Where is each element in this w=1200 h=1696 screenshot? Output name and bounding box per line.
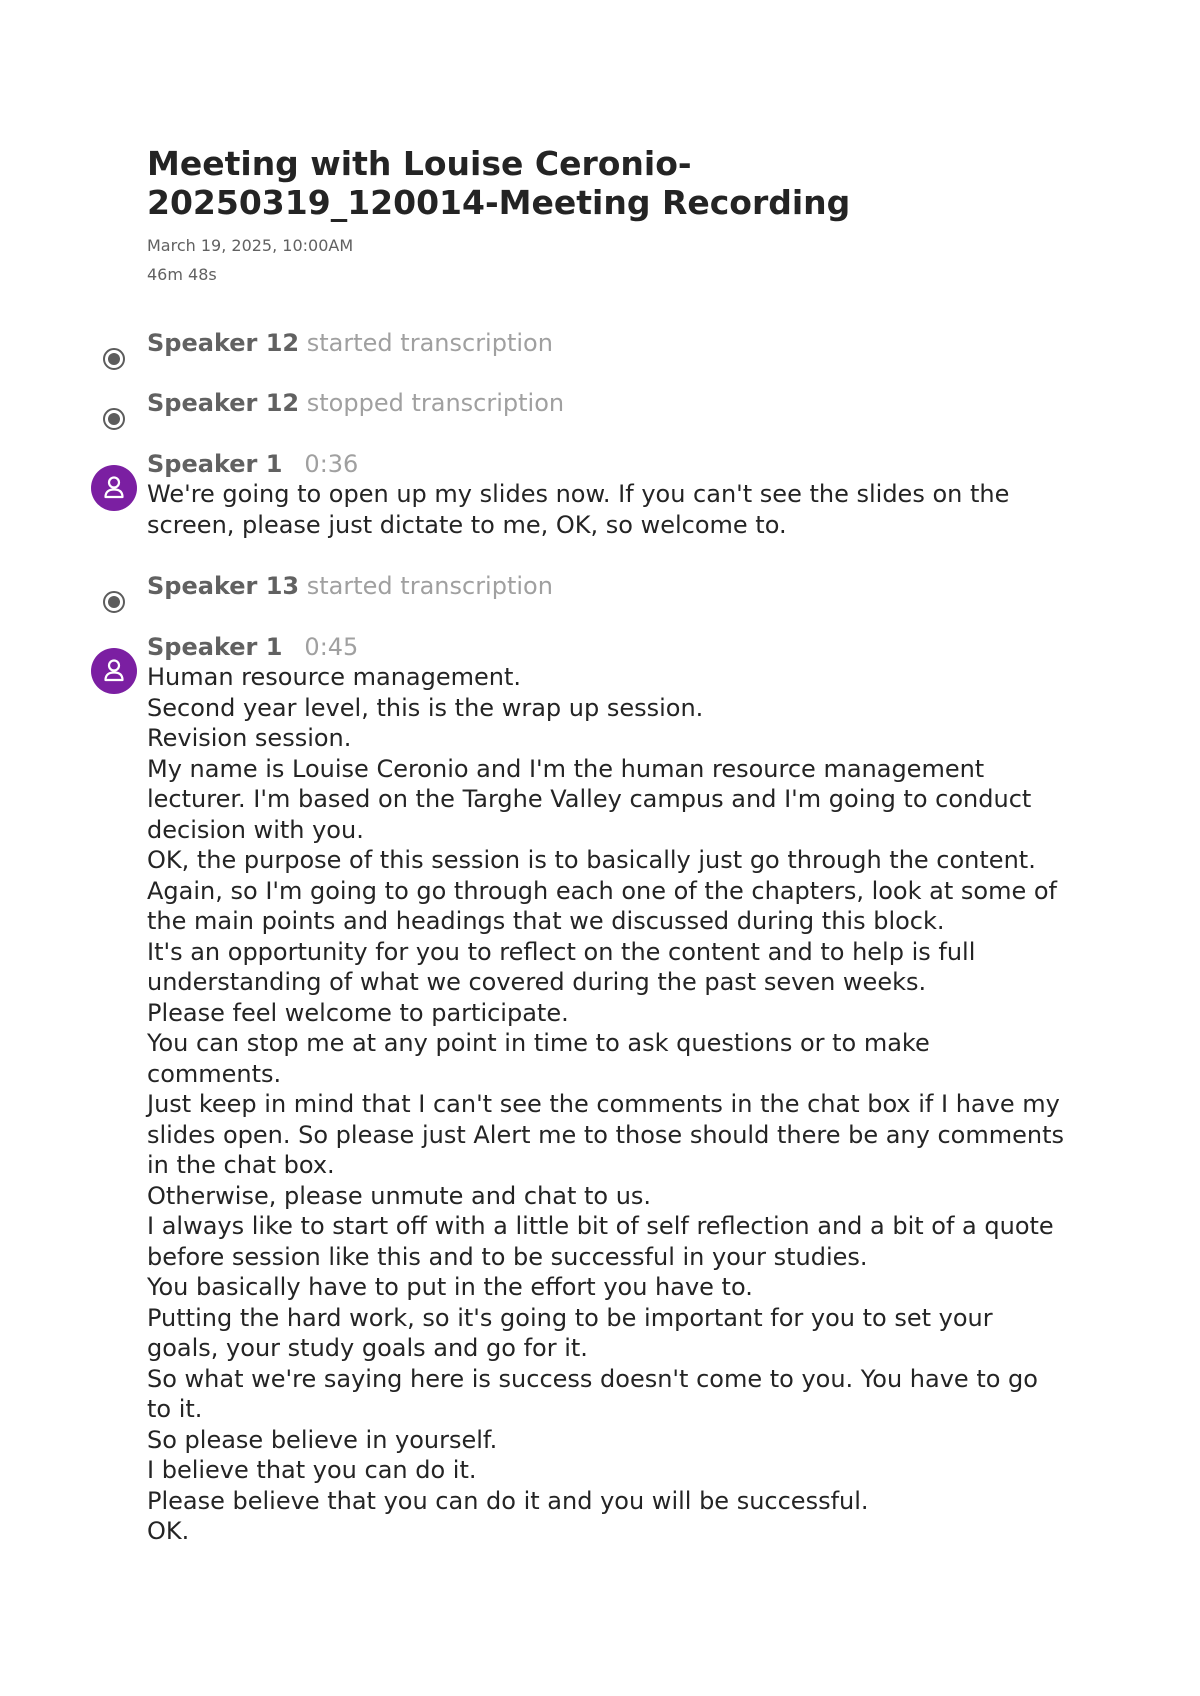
document-header (147, 144, 1077, 289)
utterance-line: Putting the hard work, so it's going to be important for you to set your goals, your study goals and go for it. (147, 1303, 993, 1362)
utterance-line: Please believe that you can do it and you will be successful. (147, 1486, 869, 1515)
utterance-line: I always like to start off with a little bit of self reflection and a bit of a quote before session like this and to be successful in your studies. (147, 1212, 1054, 1271)
record-icon (103, 408, 125, 430)
timestamp: 0:45 (304, 633, 359, 661)
speaker-name: Speaker 1 (147, 633, 283, 661)
speaker-avatar (91, 648, 137, 694)
person-icon (91, 465, 137, 511)
document-title (147, 144, 1077, 222)
utterance-line: We're going to open up my slides now. If you can't see the slides on the screen, please just dictate to me, OK, so welcome to. (147, 480, 1010, 539)
utterance-line: Second year level, this is the wrap up session. (147, 693, 704, 722)
utterance-line: Revision session. (147, 724, 352, 752)
utterance-line: Just keep in mind that I can't see the comments in the chat box if I have my slides open. So please just Alert me to those should there be any comments in the chat box. (147, 1090, 1064, 1179)
speaker-name: Speaker 13 (147, 572, 300, 600)
person-icon (91, 648, 137, 694)
utterance-line: So what we're saying here is success doesn't come to you. You have to go to it. (147, 1364, 1038, 1423)
event-text: started transcription (306, 572, 553, 600)
utterance-line: Human resource management. (147, 663, 522, 691)
utterance-line: My name is Louise Ceronio and I'm the human resource management lecturer. I'm based on the Targhe Valley campus and I'm going to conduct decision with you. (147, 754, 1032, 844)
document-title-line-1: Meeting with Louise Ceronio- (147, 144, 692, 183)
timestamp: 0:36 (304, 450, 359, 478)
speaker-name: Speaker 12 (147, 329, 300, 357)
utterance-line: Please feel welcome to participate. (147, 998, 569, 1027)
utterance-line: So please believe in yourself. (147, 1425, 498, 1454)
utterance-line: Otherwise, please unmute and chat to us. (147, 1181, 652, 1210)
meeting-date: March 19, 2025, 10:00AM (147, 236, 354, 255)
utterance-line: You basically have to put in the effort you have to. (147, 1273, 753, 1301)
speaker-name: Speaker 12 (147, 389, 300, 417)
record-icon (103, 348, 125, 370)
event-text: stopped transcription (306, 389, 565, 417)
utterance-text (147, 662, 1067, 1547)
event-text: started transcription (306, 329, 553, 357)
speaker-avatar (91, 465, 137, 511)
document-title-line-2: 20250319_120014-Meeting Recording (147, 183, 851, 222)
speaker-name: Speaker 1 (147, 450, 283, 478)
utterance-line: I believe that you can do it. (147, 1456, 477, 1484)
utterance-text (147, 479, 1067, 540)
utterance-line: OK. (147, 1517, 190, 1545)
utterance-line: It's an opportunity for you to reflect on the content and to help is full understanding of what we covered during the past seven weeks. (147, 937, 976, 996)
utterance-line: You can stop me at any point in time to ask questions or to make comments. (147, 1029, 930, 1088)
meeting-duration: 46m 48s (147, 265, 217, 284)
utterance-line: Again, so I'm going to go through each one of the chapters, look at some of the main points and headings that we discussed during this block. (147, 876, 1057, 935)
utterance-line: OK, the purpose of this session is to basically just go through the content. (147, 846, 1036, 874)
record-icon (103, 591, 125, 613)
